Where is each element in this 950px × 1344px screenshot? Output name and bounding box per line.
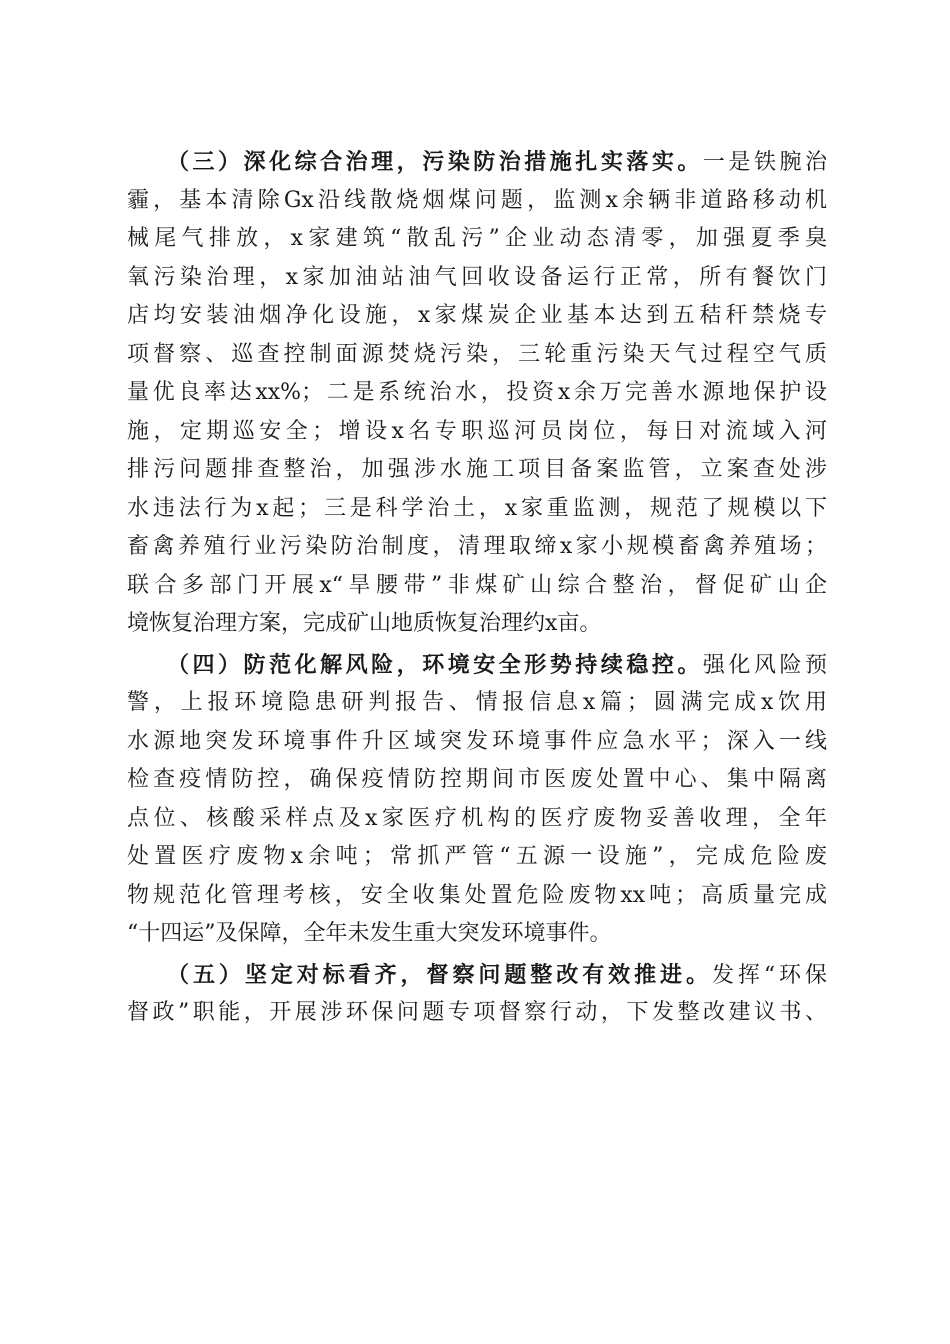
- paragraph-line: 畜禽养殖行业污染防治制度，清理取缔x家小规模畜禽养殖场；: [127, 534, 827, 559]
- document-body: [127, 143, 827, 1033]
- paragraph-line: “十四运”及保障，全年未发生重大突发环境事件。: [127, 921, 612, 946]
- paragraph-line: 排污问题排查整治，加强涉水施工项目备案监管，立案查处涉: [127, 457, 827, 482]
- section-heading: （三）深化综合治理，污染防治措施扎实落实。: [167, 149, 703, 175]
- paragraph-line: 霾，基本清除Gx沿线散烧烟煤问题，监测x余辆非道路移动机: [127, 187, 827, 213]
- paragraph-line: 店均安装油烟净化设施，x家煤炭企业基本达到五秸秆禁烧专: [127, 303, 827, 328]
- paragraph-first-line: [127, 646, 827, 685]
- paragraph-line: 联合多部门开展x“旱腰带”非煤矿山综合整治，督促矿山企: [127, 572, 827, 598]
- paragraph-text: 发挥“环保: [711, 962, 827, 988]
- paragraph-first-line: [127, 956, 827, 995]
- paragraph-line: 检查疫情防控，确保疫情防控期间市医废处置中心、集中隔离: [127, 767, 827, 792]
- paragraph-line: 量优良率达xx%；二是系统治水，投资x余万完善水源地保护设: [127, 380, 827, 405]
- paragraph-first-line: [127, 143, 827, 182]
- paragraph-text: 一是铁腕治: [702, 150, 827, 175]
- paragraph-line: 水源地突发环境事件升区域突发环境事件应急水平；深入一线: [127, 728, 827, 754]
- paragraph-3: [127, 143, 827, 644]
- paragraph-4: [127, 646, 827, 954]
- paragraph-text: 强化风险预: [702, 652, 827, 678]
- section-heading: （四）防范化解风险，环境安全形势持续稳控。: [167, 651, 703, 678]
- section-heading: （五）坚定对标看齐，督察问题整改有效推进。: [167, 961, 712, 988]
- paragraph-line: 施，定期巡安全；增设x名专职巡河员岗位，每日对流域入河: [127, 418, 827, 444]
- paragraph-5: [127, 956, 827, 1033]
- paragraph-line: 项督察、巡查控制面源焚烧污染，三轮重污染天气过程空气质: [127, 341, 827, 367]
- paragraph-line: 境恢复治理方案，完成矿山地质恢复治理约x亩。: [127, 611, 602, 636]
- paragraph-line: 水违法行为x起；三是科学治土，x家重监测，规范了规模以下: [127, 495, 827, 521]
- paragraph-line: 处置医疗废物x余吨；常抓严管“五源一设施”，完成危险废: [127, 844, 827, 869]
- paragraph-line: 械尾气排放，x家建筑“散乱污”企业动态清零，加强夏季臭: [127, 226, 827, 251]
- paragraph-line: 警，上报环境隐患研判报告、情报信息x篇；圆满完成x饮用: [127, 690, 827, 715]
- paragraph-line: 物规范化管理考核，安全收集处置危险废物xx吨；高质量完成: [127, 882, 827, 908]
- paragraph-line: 氧污染治理，x家加油站油气回收设备运行正常，所有餐饮门: [127, 264, 827, 290]
- paragraph-line: 点位、核酸采样点及x家医疗机构的医疗废物妥善收理，全年: [127, 805, 827, 831]
- paragraph-line: 督政”职能，开展涉环保问题专项督察行动，下发整改建议书、: [127, 1000, 827, 1025]
